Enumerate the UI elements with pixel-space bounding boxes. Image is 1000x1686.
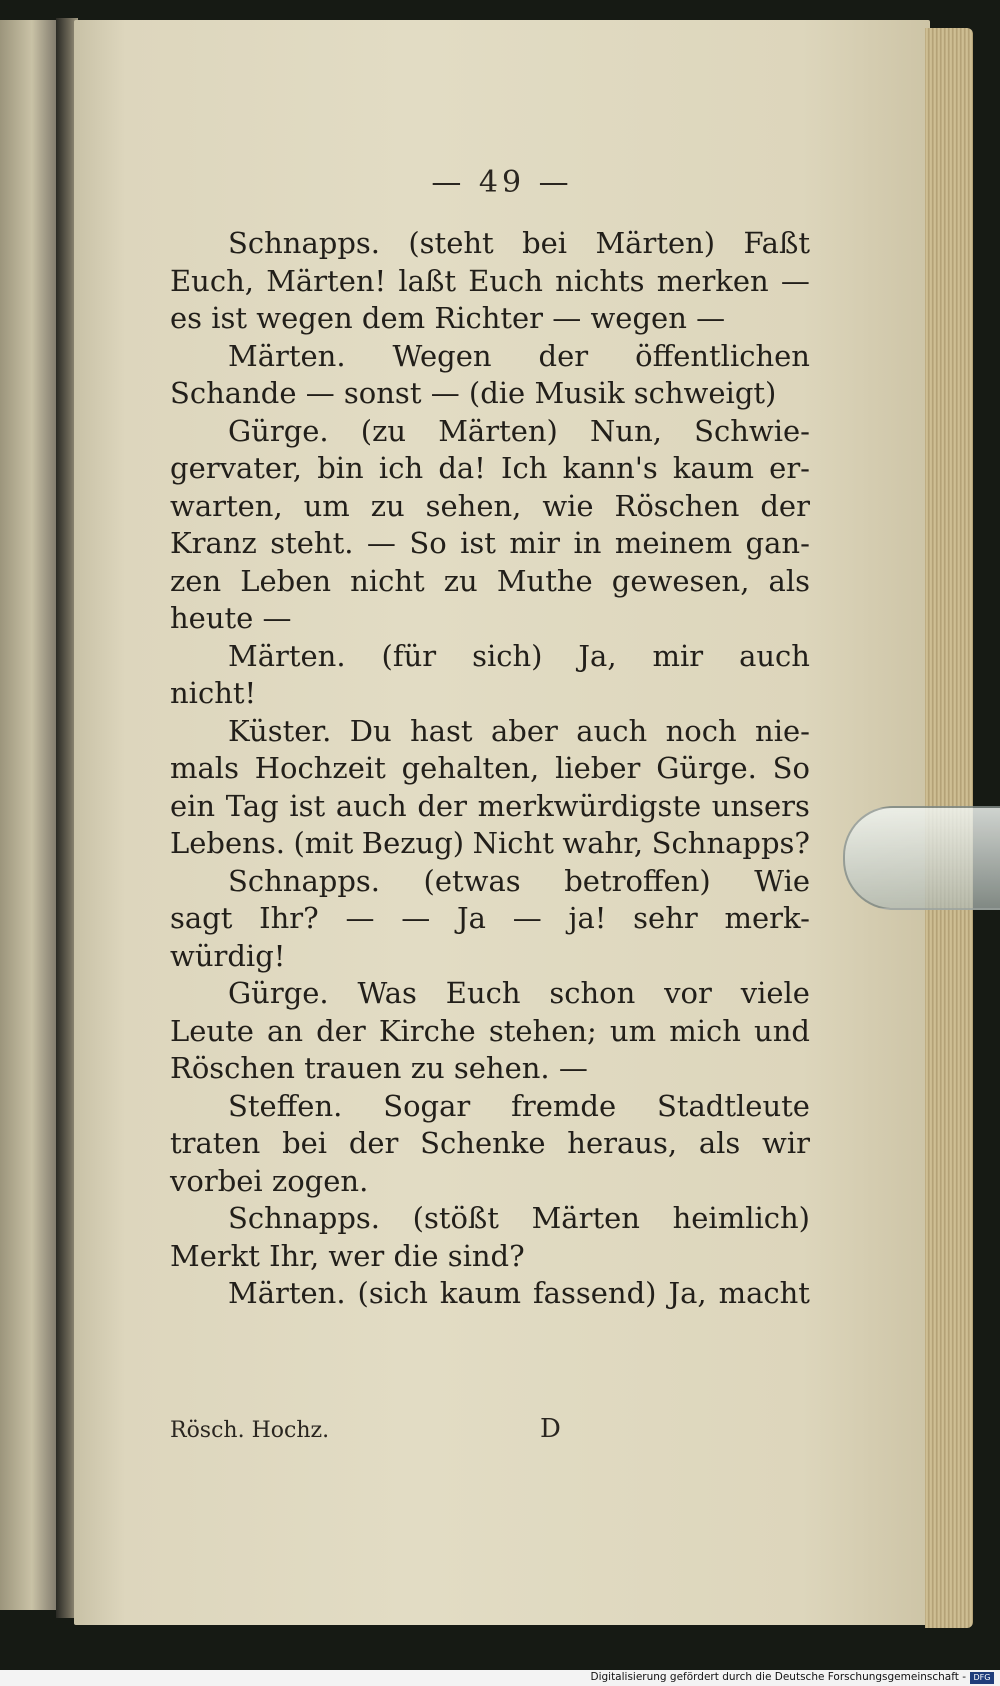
- word: öffentlichen: [635, 338, 810, 373]
- dfg-logo-icon: DFG: [970, 1672, 994, 1684]
- word: mir: [652, 638, 704, 673]
- text-line: [170, 638, 810, 676]
- text-line: [170, 1200, 810, 1238]
- digitization-credit-bar: [0, 1670, 1000, 1686]
- word: Muthe: [496, 563, 593, 598]
- word: So: [772, 751, 810, 785]
- word: vor: [664, 976, 712, 1010]
- text-line: [170, 413, 810, 451]
- catchword-signature: Rösch. Hochz.: [170, 1418, 330, 1443]
- word: bin: [317, 451, 364, 485]
- word: Euch: [468, 263, 543, 298]
- word: Euch,: [170, 263, 254, 298]
- word: Steffen.: [228, 1088, 343, 1123]
- text-line: [170, 225, 810, 263]
- page-footer: [170, 1414, 810, 1458]
- word: (sich: [357, 1276, 428, 1310]
- word: Schnapps?: [651, 826, 810, 860]
- text-line: [170, 450, 810, 488]
- word: viele: [740, 976, 810, 1010]
- word: Stadtleute: [657, 1088, 810, 1123]
- text-line: [170, 713, 810, 751]
- word: Gürge.: [228, 976, 329, 1010]
- word: merkwürdigste: [477, 788, 702, 823]
- word: Märten): [438, 413, 558, 448]
- word: Schwie-: [694, 413, 810, 448]
- word: Ja,: [668, 1276, 707, 1310]
- word: (zu: [360, 413, 407, 448]
- word: ja!: [568, 901, 607, 935]
- word: aber: [490, 713, 558, 748]
- word: Küster.: [228, 713, 332, 748]
- word: ist: [460, 526, 496, 560]
- word: als: [768, 563, 810, 598]
- word: zu: [370, 488, 405, 523]
- word: Gürge.: [228, 413, 329, 448]
- word: bei: [522, 226, 568, 260]
- word: Märten.: [228, 1276, 346, 1310]
- word: steht.: [270, 526, 354, 560]
- text-line: [170, 975, 810, 1013]
- text-line: es ist wegen dem Richter — wegen —: [170, 301, 726, 335]
- word: mals: [170, 751, 239, 785]
- word: wir: [762, 1126, 810, 1160]
- word: Sogar: [383, 1088, 471, 1123]
- word: (etwas: [423, 863, 521, 898]
- word: merk-: [724, 901, 810, 935]
- word: um: [303, 488, 350, 523]
- word: lieber: [555, 751, 641, 785]
- word: Märten: [531, 1201, 640, 1235]
- word: der: [316, 1013, 366, 1048]
- text-line: [170, 525, 810, 563]
- text-line: heute —: [170, 601, 292, 635]
- text-line: [170, 900, 810, 938]
- word: —: [345, 901, 375, 935]
- word: heimlich): [672, 1201, 810, 1235]
- word: Kirche: [378, 1013, 476, 1048]
- page-text: [170, 225, 810, 1313]
- word: Leben: [240, 563, 332, 598]
- text-line: [170, 788, 810, 826]
- word: zen: [170, 563, 222, 598]
- word: macht: [718, 1276, 810, 1310]
- word: fassend): [532, 1276, 657, 1310]
- word: auch: [576, 713, 648, 748]
- text-line: Merkt Ihr, wer die sind?: [170, 1238, 525, 1273]
- word: Tag: [225, 788, 279, 823]
- credit-text: Digitalisierung gefördert durch die Deutsche Forschungsgemeinschaft -: [590, 1671, 966, 1683]
- word: unsers: [711, 788, 810, 823]
- word: bei: [282, 1126, 328, 1160]
- word: wahr,: [562, 826, 644, 860]
- word: kaum: [672, 451, 754, 485]
- word: der: [417, 788, 467, 823]
- word: (stößt: [412, 1201, 499, 1235]
- word: Was: [357, 976, 417, 1010]
- word: Märten.: [228, 338, 346, 373]
- text-line: [170, 488, 810, 526]
- word: an: [267, 1013, 303, 1048]
- text-line: [170, 263, 810, 301]
- word: ich: [378, 451, 424, 485]
- word: nicht: [350, 563, 425, 598]
- word: Nicht: [472, 826, 554, 860]
- word: —: [366, 526, 396, 560]
- word: traten: [170, 1126, 261, 1160]
- word: in: [573, 526, 602, 560]
- word: So: [409, 526, 447, 560]
- page-clip: [843, 806, 1000, 910]
- word: (für: [381, 638, 437, 673]
- word: der: [538, 338, 589, 373]
- word: Nun,: [590, 413, 662, 448]
- word: Schenke: [420, 1126, 546, 1160]
- word: Hochzeit: [254, 751, 386, 785]
- word: gervater,: [170, 451, 302, 485]
- word: Wie: [754, 863, 810, 898]
- word: Gürge.: [656, 751, 757, 785]
- left-page-edge: [0, 20, 58, 1610]
- text-line: [170, 1275, 810, 1313]
- word: da!: [438, 451, 486, 485]
- word: kann's: [562, 451, 658, 485]
- word: kaum: [439, 1276, 521, 1310]
- word: —: [401, 901, 431, 935]
- word: Röschen: [614, 488, 740, 523]
- text-line: [170, 338, 810, 376]
- word: schon: [549, 976, 636, 1010]
- word: Ja,: [578, 638, 617, 673]
- word: Schnapps.: [228, 1201, 380, 1235]
- text-line: [170, 825, 810, 863]
- text-line: würdig!: [170, 938, 286, 973]
- word: Wegen: [392, 338, 492, 373]
- word: mich: [669, 1013, 741, 1048]
- word: der: [348, 1126, 399, 1160]
- word: betroffen): [564, 863, 711, 898]
- text-line: [170, 1013, 810, 1051]
- word: wie: [542, 488, 594, 523]
- word: Ihr?: [259, 901, 319, 935]
- word: (mit: [293, 826, 354, 860]
- sheet-signature: D: [540, 1414, 561, 1444]
- word: Märten): [595, 226, 716, 260]
- word: Kranz: [170, 526, 257, 560]
- word: sich): [472, 638, 543, 673]
- text-line: vorbei zogen.: [170, 1163, 369, 1198]
- word: mir: [509, 526, 560, 560]
- word: noch: [665, 713, 737, 748]
- word: sehen,: [425, 488, 522, 523]
- page-number: — 49 —: [431, 165, 573, 200]
- word: heraus,: [567, 1126, 678, 1160]
- word: ist: [289, 788, 326, 823]
- word: merken: [656, 263, 769, 298]
- word: Lebens.: [170, 826, 285, 860]
- word: Märten!: [266, 263, 387, 298]
- word: sagt: [170, 901, 233, 935]
- word: er-: [769, 451, 810, 485]
- word: Ich: [501, 451, 548, 485]
- word: Du: [349, 713, 392, 748]
- word: —: [512, 901, 542, 935]
- word: nichts: [555, 263, 645, 298]
- word: sehr: [633, 901, 698, 935]
- word: der: [760, 488, 810, 523]
- text-line: [170, 1125, 810, 1163]
- word: Ja: [457, 901, 486, 935]
- word: auch: [335, 788, 407, 823]
- text-line: [170, 750, 810, 788]
- word: Schnapps.: [228, 226, 380, 260]
- word: Euch: [445, 976, 521, 1010]
- word: ein: [170, 788, 216, 823]
- word: auch: [739, 638, 810, 673]
- word: Bezug): [361, 826, 465, 860]
- word: gan-: [745, 526, 810, 560]
- word: (steht: [408, 226, 494, 260]
- word: Schnapps.: [228, 863, 380, 898]
- word: Märten.: [228, 638, 346, 673]
- word: stehen;: [488, 1013, 597, 1048]
- word: meinem: [614, 526, 733, 560]
- text-line: [170, 863, 810, 901]
- word: gewesen,: [611, 563, 750, 598]
- word: als: [698, 1126, 741, 1160]
- text-line: [170, 1088, 810, 1126]
- word: —: [780, 263, 810, 298]
- word: zu: [443, 563, 478, 598]
- word: um: [609, 1013, 657, 1048]
- word: laßt: [398, 263, 456, 298]
- word: gehalten,: [401, 751, 540, 785]
- word: fremde: [511, 1088, 617, 1123]
- text-line: Röschen trauen zu sehen. —: [170, 1051, 588, 1085]
- word: nie-: [755, 713, 810, 748]
- text-line: Schande — sonst — (die Musik schweigt): [170, 376, 777, 410]
- word: warten,: [170, 488, 283, 523]
- word: hast: [410, 713, 473, 748]
- word: Faßt: [743, 226, 810, 260]
- text-line: [170, 563, 810, 601]
- word: Leute: [170, 1013, 254, 1048]
- text-line: nicht!: [170, 676, 257, 710]
- word: und: [754, 1013, 810, 1048]
